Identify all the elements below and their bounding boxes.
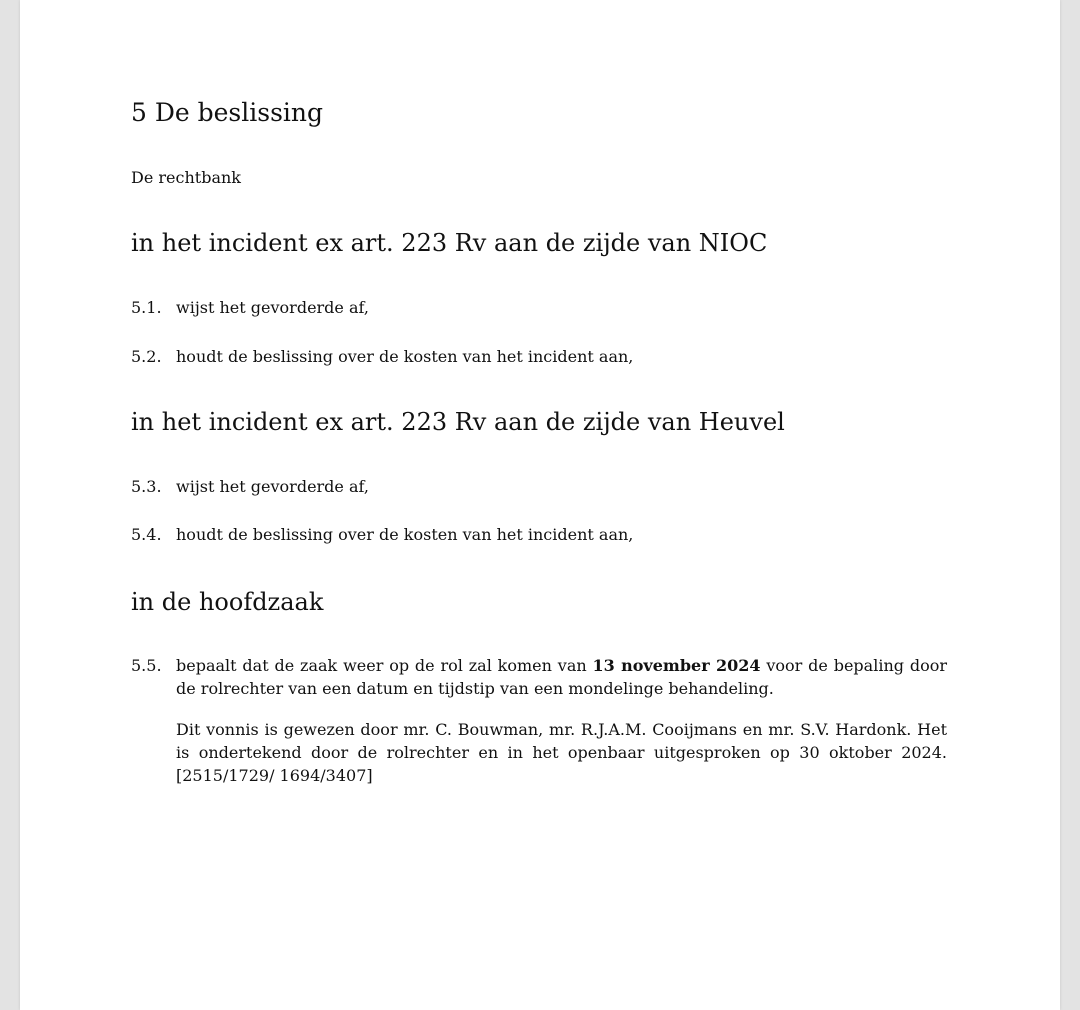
subsection-heading-heuvel: in het incident ex art. 223 Rv aan de zijde van Heuvel — [131, 408, 785, 436]
item-text-before: bepaalt dat de zaak weer op de rol zal komen van — [176, 656, 587, 675]
item-number: 5.1. — [131, 298, 162, 317]
subsection-heading-nioc: in het incident ex art. 223 Rv aan de zijde van NIOC — [131, 229, 768, 257]
section-intro: De rechtbank — [131, 168, 241, 187]
item-text: wijst het gevorderde af, — [176, 477, 369, 496]
item-text: wijst het gevorderde af, — [176, 298, 369, 317]
subsection-heading-hoofdzaak: in de hoofdzaak — [131, 588, 324, 616]
decision-item — [131, 345, 947, 368]
item-text-after: voor de bepaling door de rolrechter van een datum en tijdstip van een mondelinge behandeling. — [176, 656, 947, 698]
item-text: houdt de beslissing over de kosten van het incident aan, — [176, 347, 634, 366]
closing-paragraph: Dit vonnis is gewezen door mr. C. Bouwman, mr. R.J.A.M. Cooijmans en mr. S.V. Hardonk. Het is ondertekend door de rolrechter en in het openbaar uitgesproken op 30 oktober 2024. [2515/1729/ 1694/3407] — [176, 720, 947, 785]
decision-item — [131, 475, 947, 498]
hearing-date: 13 november 2024 — [592, 656, 761, 675]
item-number: 5.2. — [131, 347, 162, 366]
item-number: 5.4. — [131, 525, 162, 544]
item-number: 5.3. — [131, 477, 162, 496]
item-text — [176, 654, 947, 700]
item-number: 5.5. — [131, 656, 162, 675]
decision-item — [131, 654, 947, 700]
decision-item — [131, 523, 947, 546]
document-page — [20, 0, 1060, 1010]
decision-item — [131, 296, 947, 319]
item-text: houdt de beslissing over de kosten van het incident aan, — [176, 525, 634, 544]
section-title: 5 De beslissing — [131, 98, 324, 127]
